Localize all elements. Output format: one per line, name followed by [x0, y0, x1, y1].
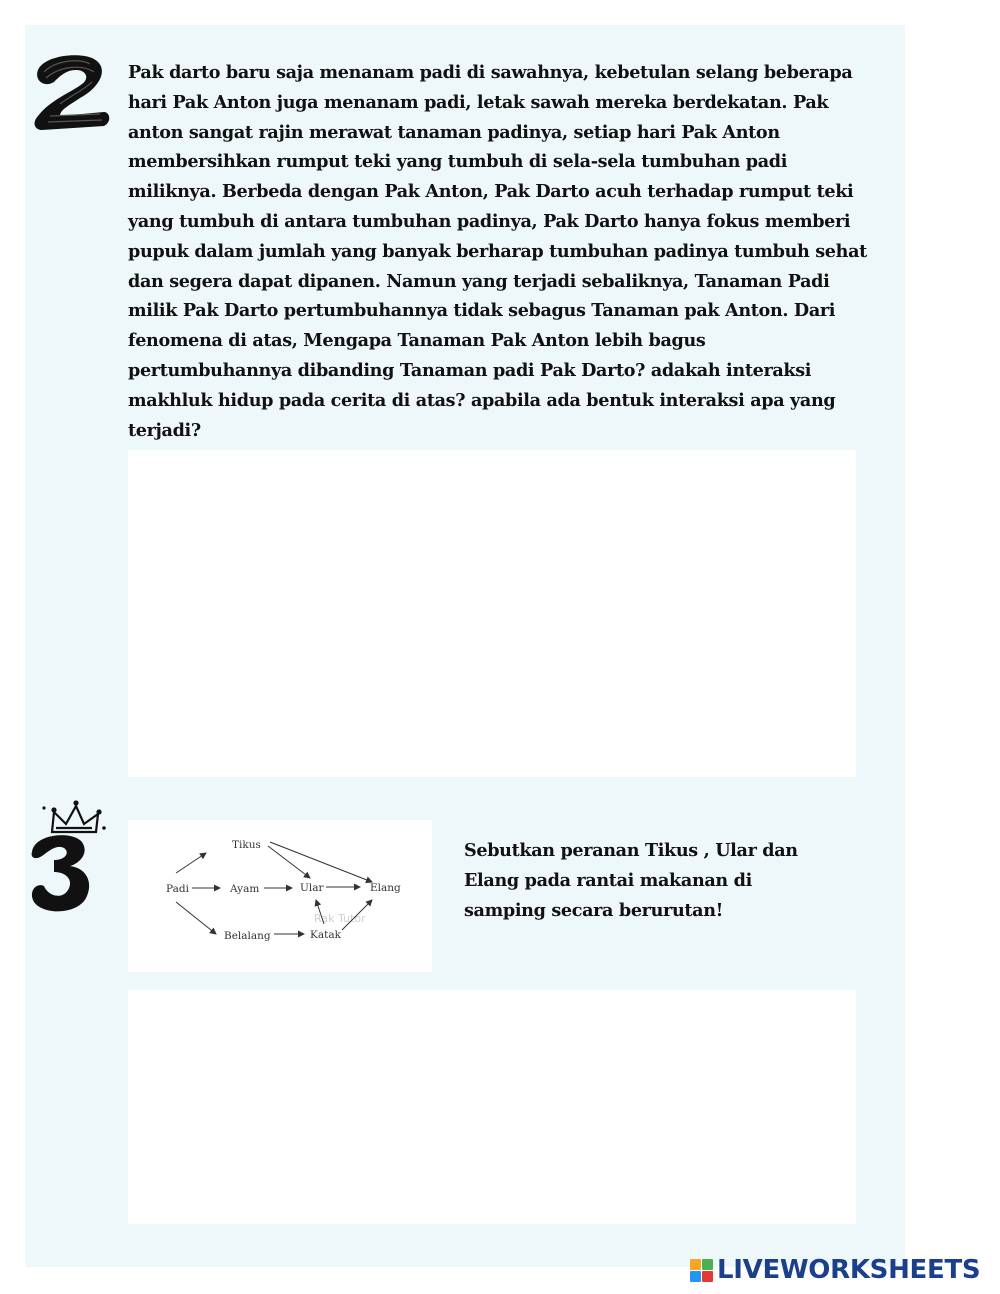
food-web-node-padi: Padi	[166, 883, 189, 895]
logo-tile-3	[690, 1271, 701, 1282]
food-web-node-ular: Ular	[300, 882, 324, 894]
arrow-padi-tikus	[176, 853, 206, 873]
food-web-node-belalang: Belalang	[224, 930, 271, 942]
food-web-node-katak: Katak	[310, 929, 341, 941]
food-web-diagram	[128, 820, 432, 972]
question-2-text: Pak darto baru saja menanam padi di sawahnya, kebetulan selang beberapa hari Pak Anton juga menanam padi, letak sawah mereka berdekatan. Pak anton sangat rajin merawat tanaman padinya, setiap hari Pak Anton membersihkan rumput teki yang tumbuh di sela-sela tumbuhan padi miliknya. Berbeda dengan Pak Anton, Pak Darto acuh terhadap rumput teki yang tumbuh di antara tumbuhan padinya, Pak Darto hanya fokus memberi pupuk dalam jumlah yang banyak berharap tumbuhan padinya tumbuh sehat dan segera dapat dipanen. Namun yang terjadi sebaliknya, Tanaman Padi milik Pak Darto pertumbuhannya tidak sebagus Tanaman pak Anton. Dari fenomena di atas, Mengapa Tanaman Pak Anton lebih bagus pertumbuhannya dibanding Tanaman padi Pak Darto? adakah interaksi makhluk hidup pada cerita di atas? apabila ada bentuk interaksi apa yang terjadi?	[128, 62, 867, 441]
food-web-node-ayam: Ayam	[230, 883, 260, 895]
arrow-tikus-ular	[268, 846, 310, 878]
brand-name: LIVEWORKSHEETS	[717, 1255, 981, 1285]
crown-icon	[52, 806, 98, 832]
number-3-badge	[26, 798, 110, 916]
food-web-node-elang: Elang	[370, 882, 401, 894]
logo-tile-1	[690, 1259, 701, 1270]
logo-tile-4	[702, 1271, 713, 1282]
question-3-text: Sebutkan peranan Tikus , Ular dan Elang pada rantai makanan di samping secara berurutan!	[464, 840, 798, 921]
answer-box-question-2[interactable]	[128, 450, 856, 777]
liveworksheets-brand[interactable]	[690, 1254, 980, 1286]
liveworksheets-logo-icon	[690, 1259, 713, 1282]
arrow-padi-belalang	[176, 902, 216, 934]
logo-tile-2	[702, 1259, 713, 1270]
number-2-badge	[30, 50, 112, 132]
arrow-tikus-elang	[270, 842, 372, 882]
answer-box-question-3[interactable]	[128, 990, 856, 1224]
diagram-watermark: Rak Tutor	[314, 912, 366, 925]
food-web-node-tikus: Tikus	[232, 839, 261, 851]
